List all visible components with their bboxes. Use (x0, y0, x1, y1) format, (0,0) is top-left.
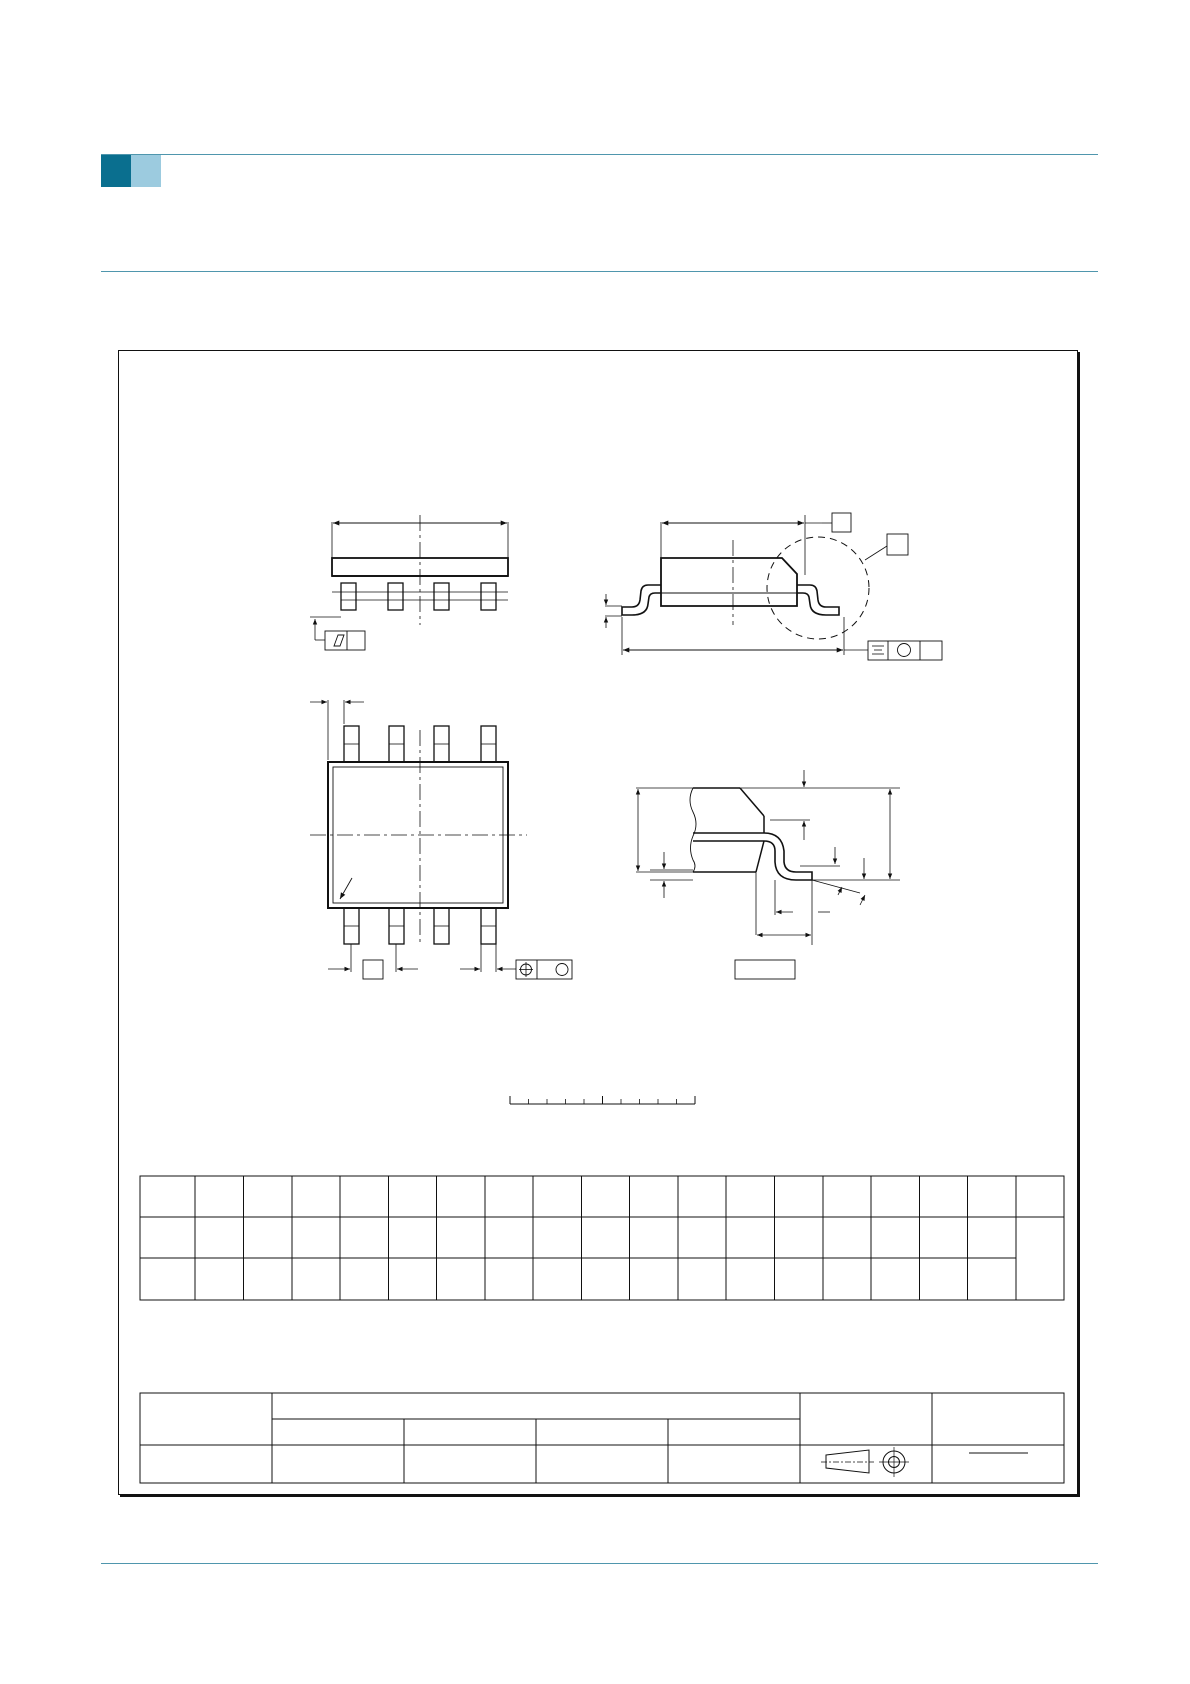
detail-view (636, 770, 900, 979)
parallelism-symbol (334, 635, 344, 646)
dimensions-table (140, 1176, 1064, 1300)
detail-circle (767, 537, 869, 639)
circle-symbol (898, 644, 911, 657)
top-view (310, 700, 572, 979)
third-angle-projection-symbol (821, 1447, 909, 1477)
scale-bar (510, 1096, 695, 1104)
end-view (605, 513, 942, 660)
position-symbol (519, 962, 533, 977)
outline-version-table (140, 1393, 1064, 1483)
side-view (310, 515, 508, 650)
